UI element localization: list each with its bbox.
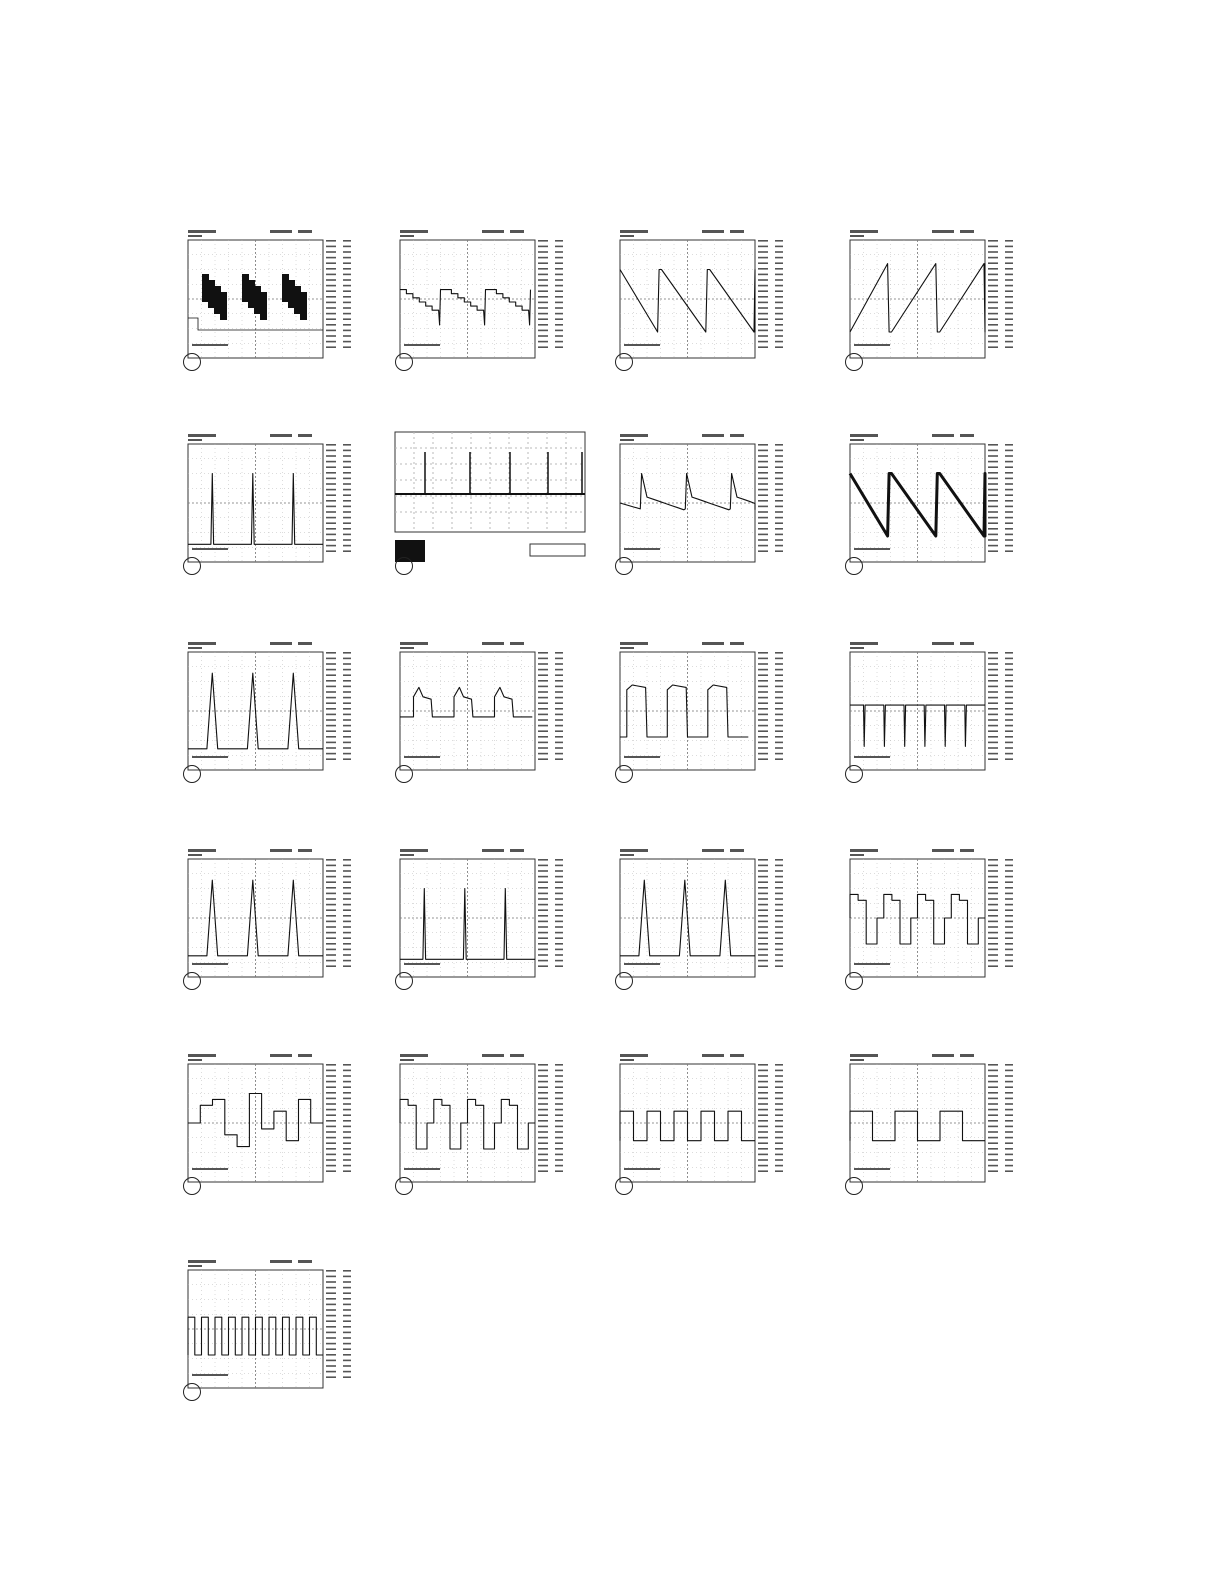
panel-number-circle [183,353,201,371]
oscilloscope-screen [188,640,363,770]
waveform-panel [850,228,1030,388]
waveform-panel [400,640,580,800]
panel-number-circle [845,765,863,783]
trace-block [300,292,307,320]
oscilloscope-screen [620,847,795,977]
oscilloscope-screen [400,1052,575,1182]
panel-number-circle [183,1177,201,1195]
waveform-panel [850,847,1030,1007]
trace-block [282,274,289,302]
waveform-panel [620,1052,800,1212]
oscilloscope-screen [620,228,795,358]
oscilloscope-screen [850,640,1025,770]
waveform-panel [620,228,800,388]
oscilloscope-screen [620,1052,795,1182]
panel-number-circle [183,972,201,990]
trace-block [214,286,221,314]
panel-number-circle [395,353,413,371]
oscilloscope-screen [188,228,363,358]
trace-block [254,286,261,314]
waveform-panel [850,1052,1030,1212]
waveform-panel [188,1052,368,1212]
panel-number-circle [845,972,863,990]
oscilloscope-screen [850,847,1025,977]
oscilloscope-screen [188,1258,363,1388]
waveform-trace [188,1317,323,1355]
panel-number-circle [183,557,201,575]
panel-number-circle [395,557,413,575]
oscilloscope-screen [188,847,363,977]
panel-number-circle [845,353,863,371]
oscilloscope-screen [850,1052,1025,1182]
trace-block [208,280,215,308]
oscilloscope-screen [400,228,575,358]
trace-block [260,292,267,320]
waveform-panel [850,640,1030,800]
oscilloscope-screen [620,432,795,562]
oscilloscope-screen [620,640,795,770]
panel-number-circle [395,972,413,990]
oscilloscope-screen [400,640,575,770]
waveform-panel [400,228,580,388]
trace-block [248,280,255,308]
oscilloscope-screen [188,1052,363,1182]
waveform-panel [620,432,800,592]
waveform-panel [400,432,580,592]
panel-number-circle [395,765,413,783]
waveform-panel [620,640,800,800]
oscilloscope-screen [850,432,1025,562]
waveform-panel [188,228,368,388]
waveform-panel [188,1258,368,1418]
waveform-panel [188,432,368,592]
trace-block [202,274,209,302]
oscilloscope-screen [400,847,575,977]
panel-number-circle [183,1383,201,1401]
panel-number-circle [615,557,633,575]
waveform-panel [188,847,368,1007]
oscilloscope-screen [400,432,575,562]
panel-number-circle [183,765,201,783]
waveform-panel [620,847,800,1007]
panel-number-circle [615,1177,633,1195]
panel-number-circle [615,353,633,371]
trace-block [294,286,301,314]
trace-block [220,292,227,320]
trace-block [288,280,295,308]
waveform-panel [188,640,368,800]
trace-block [242,274,249,302]
panel-number-circle [395,1177,413,1195]
panel-number-circle [615,765,633,783]
panel-number-circle [615,972,633,990]
panel-number-circle [845,1177,863,1195]
waveform-panel [400,847,580,1007]
panel-number-circle [845,557,863,575]
oscilloscope-screen [850,228,1025,358]
oscilloscope-screen [188,432,363,562]
waveform-panel [400,1052,580,1212]
waveform-panel [850,432,1030,592]
